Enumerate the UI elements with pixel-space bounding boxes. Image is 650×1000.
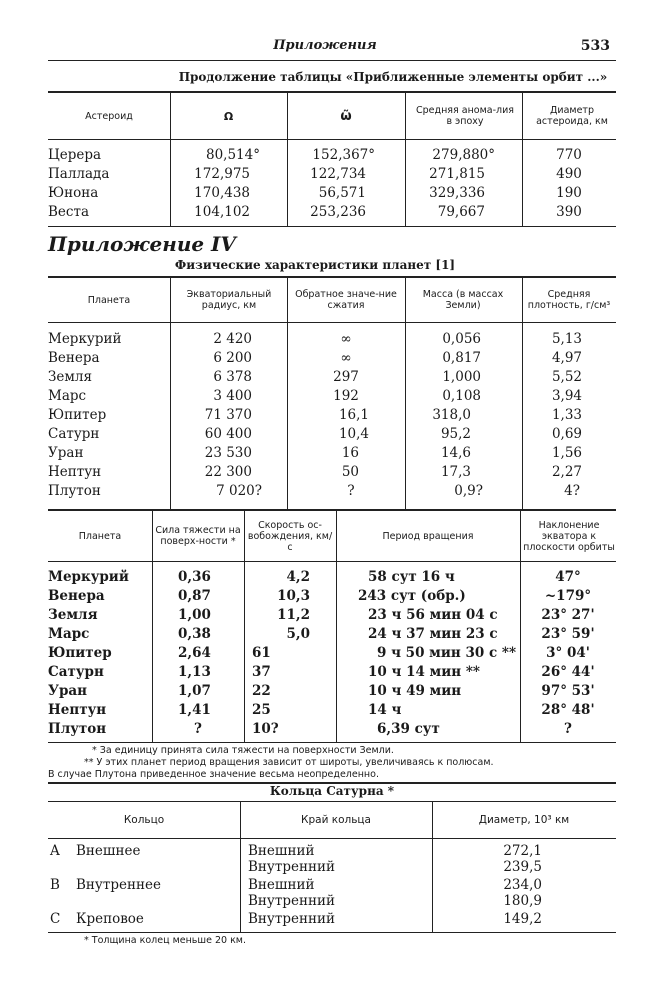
t3-header-rotation-period: Период вращения [382, 530, 474, 542]
t2-header-flattening: Обратное значе-ние сжатия [295, 289, 397, 311]
t3-note-3: В случае Плутона приведенное значение весьма неопределенно. [48, 769, 379, 780]
t3-note-2: ** У этих планет период вращения зависит от широты, увеличиваясь к полюсам. [84, 757, 494, 768]
t4-header-ring: Кольцо [123, 814, 165, 826]
t3-header-gravity: Сила тяжести на поверх-ности * [155, 525, 241, 547]
t2-header-planet: Планета [87, 294, 131, 306]
header-rule [48, 60, 616, 61]
t4-header-edge: Край кольца [301, 814, 371, 826]
t1-header-asteroid: Астероид [85, 110, 133, 122]
table4-caption: Кольца Сатурна * [269, 784, 395, 798]
appendix-subtitle: Физические характеристики планет [1] [174, 258, 456, 272]
t2-header-mass: Масса (в массах Земли) [422, 289, 504, 311]
t2-header-density: Средняя плотность, г/см³ [527, 289, 611, 311]
t1-header-perihelion: ω̃ [340, 108, 352, 124]
t1-header-node: Ω [223, 109, 234, 123]
t3-note-1: * За единицу принята сила тяжести на поверхности Земли. [92, 745, 394, 756]
t3-header-obliquity: Наклонение экватора к плоскости орбиты [523, 519, 615, 553]
appendix-title: Приложение IV [48, 232, 236, 256]
t4-header-diameter: Диаметр, 10³ км [478, 814, 570, 826]
t1-header-diameter: Диаметр астероида, км [536, 105, 608, 127]
t2-header-radius: Экваториальный радиус, км [186, 289, 272, 311]
t3-header-planet: Планета [78, 530, 122, 542]
t1-header-mean-anomaly: Средняя анома-лия в эпоху [416, 105, 514, 127]
t3-header-escape-velocity: Скорость ос-вобождения, км/с [247, 519, 333, 553]
t4-note: * Толщина колец меньше 20 км. [84, 935, 246, 946]
running-header-title: Приложения [273, 38, 377, 53]
page-number: 533 [580, 38, 610, 54]
table1-caption: Продолжение таблицы «Приближенные элементы орбит ...» [178, 70, 608, 84]
